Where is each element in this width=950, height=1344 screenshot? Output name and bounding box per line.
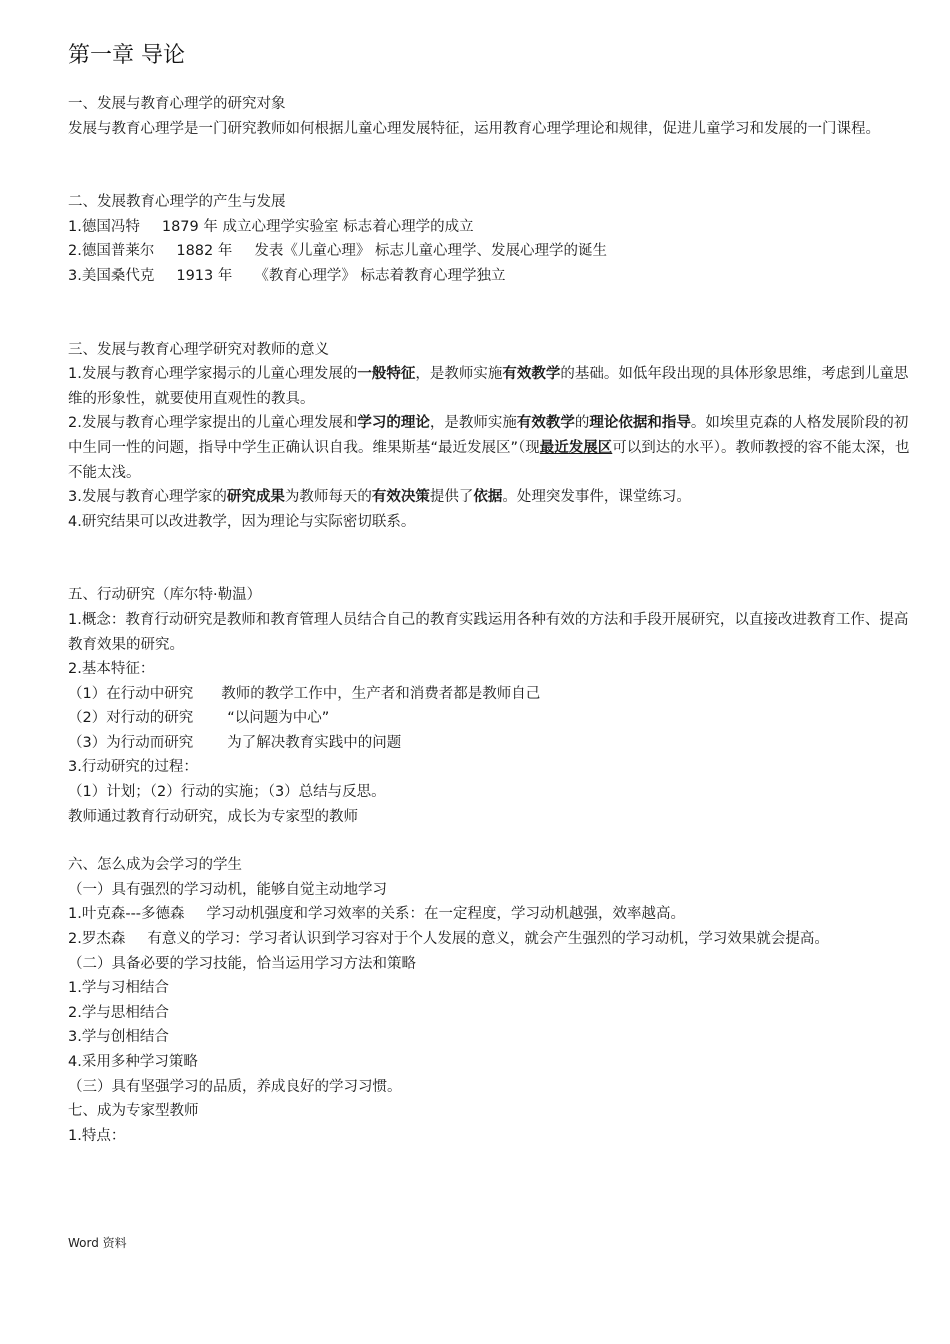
section-6-method-3: 3.学与创相结合 xyxy=(68,1029,169,1046)
theory-detail: 学习动机强度和学习效率的关系：在一定程度，学习动机越强，效率越高。 xyxy=(206,906,686,923)
section-6-sub-3: （三）具有坚强学习的品质，养成良好的学习习惯。 xyxy=(68,1078,402,1095)
feature-name: （3）为行动而研究 xyxy=(68,734,194,751)
section-5-process-label: 3.行动研究的过程： xyxy=(68,759,198,776)
section-1-heading: 一、发展与教育心理学的研究对象 xyxy=(68,96,286,112)
text-run: 3.发展与教育心理学家的 xyxy=(68,489,227,506)
section-3-paragraph-3 xyxy=(68,485,913,510)
theory-detail: 有意义的学习：学习者认识到学习容对于个人发展的意义，就会产生强烈的学习动机，学习效果就会提高。 xyxy=(147,931,829,948)
feature-name: （1）在行动中研究 xyxy=(68,685,194,702)
chapter-title: 第一章 导论 xyxy=(68,43,185,68)
text-run: 。如埃里克森的人格发展阶段的初中生同一性的问题，指导中学生正确认识自我。维果斯基“最近发展区”（现 xyxy=(68,415,909,456)
text-run: 2.发展与教育心理学家提出的儿童心理发展和 xyxy=(68,415,358,432)
theory-name: 2.罗杰森 xyxy=(68,931,126,948)
section-5-features-label: 2.基本特征： xyxy=(68,661,155,678)
theory-name: 1.叶克森---多德森 xyxy=(68,906,185,923)
item-detail: 1879 年 成立心理学实验室 标志着心理学的成立 xyxy=(161,218,474,235)
text-run: 的基础。如低年段出现的具体形象思维，考虑到儿童思维的形象性，就要使用直观性的教具。 xyxy=(68,366,909,407)
section-5-feature-3 xyxy=(68,731,913,756)
section-2-item-1 xyxy=(68,215,913,240)
section-5-summary: 教师通过教育行动研究，成长为专家型的教师 xyxy=(68,808,358,825)
feature-name: （2）对行动的研究 xyxy=(68,710,194,727)
text-run: 的 xyxy=(574,415,590,432)
section-6-line-2 xyxy=(68,927,913,952)
section-1-body: 发展与教育心理学是一门研究教师如何根据儿童心理发展特征，运用教育心理学理论和规律，促进儿童学习和发展的一门课程。 xyxy=(68,120,880,137)
page-footer: Word 资料 xyxy=(68,1236,127,1250)
item-detail: 发表《儿童心理》 标志儿童心理学、发展心理学的诞生 xyxy=(254,243,607,260)
text-run: ，是教师实施 xyxy=(415,366,503,383)
feature-detail: “以问题为中心” xyxy=(227,710,330,727)
section-6-heading: 六、怎么成为会学习的学生 xyxy=(68,857,242,874)
item-person: 2.德国普莱尔 xyxy=(68,243,155,260)
section-6-method-4: 4.采用多种学习策略 xyxy=(68,1054,198,1070)
text-run: 。处理突发事件，课堂练习。 xyxy=(502,489,691,506)
section-5-process: （1）计划；（2）行动的实施；（3）总结与反思。 xyxy=(68,784,386,801)
bold-term: 依据 xyxy=(473,489,503,506)
section-3-heading: 三、发展与教育心理学研究对教师的意义 xyxy=(68,341,329,358)
bold-term: 有效教学 xyxy=(502,366,561,383)
section-3-paragraph-1 xyxy=(68,362,913,411)
section-6-method-1: 1.学与习相结合 xyxy=(68,980,169,997)
bold-term: 研究成果 xyxy=(226,489,285,506)
text-run: 可以到达的水平）。教师教授的容不能太深，也不能太浅。 xyxy=(68,439,910,481)
item-detail: 《教育心理学》 标志着教育心理学独立 xyxy=(254,267,506,284)
section-7-line-1: 1.特点： xyxy=(68,1127,126,1144)
bold-term: 有效决策 xyxy=(371,489,430,506)
section-7-heading: 七、成为专家型教师 xyxy=(68,1103,199,1120)
text-run: 为教师每天的 xyxy=(284,489,372,506)
item-year: 1913 年 xyxy=(176,267,233,284)
section-5-feature-2 xyxy=(68,706,913,731)
text-run: 1.发展与教育心理学家揭示的儿童心理发展的 xyxy=(68,366,358,383)
feature-detail: 教师的教学工作中，生产者和消费者都是教师自己 xyxy=(221,685,541,702)
section-6-sub-1: （一）具有强烈的学习动机，能够自觉主动地学习 xyxy=(68,881,387,898)
section-5-heading: 五、行动研究（库尔特·勒温） xyxy=(68,587,262,604)
item-person: 3.美国桑代克 xyxy=(68,267,155,284)
text-run: 提供了 xyxy=(429,489,474,506)
section-2-item-2 xyxy=(68,239,913,264)
section-5-feature-1 xyxy=(68,682,913,707)
bold-term: 一般特征 xyxy=(357,366,416,383)
section-3-paragraph-2 xyxy=(68,411,913,485)
feature-detail: 为了解决教育实践中的问题 xyxy=(227,734,402,751)
bold-underlined-term: 最近发展区 xyxy=(539,439,613,456)
section-6-sub-2: （二）具备必要的学习技能，恰当运用学习方法和策略 xyxy=(68,955,416,972)
section-6-method-2: 2.学与思相结合 xyxy=(68,1004,169,1021)
section-2-item-3 xyxy=(68,264,913,289)
section-6-line-1 xyxy=(68,902,913,927)
section-5-concept: 1.概念：教育行动研究是教师和教育管理人员结合自己的教育实践运用各种有效的方法和手段开展研究，以直接改进教育工作、提高教育效果的研究。 xyxy=(68,611,909,653)
bold-term: 学习的理论 xyxy=(357,415,430,432)
bold-term: 有效教学 xyxy=(516,415,575,432)
document-page xyxy=(68,40,913,1148)
item-year: 1882 年 xyxy=(176,243,233,260)
section-2-heading: 二、发展教育心理学的产生与发展 xyxy=(68,194,286,211)
text-run: ，是教师实施 xyxy=(429,415,517,432)
item-person: 1.德国冯特 xyxy=(68,218,140,235)
bold-term: 理论依据和指导 xyxy=(589,415,691,432)
section-3-paragraph-4: 4.研究结果可以改进教学，因为理论与实际密切联系。 xyxy=(68,513,416,530)
